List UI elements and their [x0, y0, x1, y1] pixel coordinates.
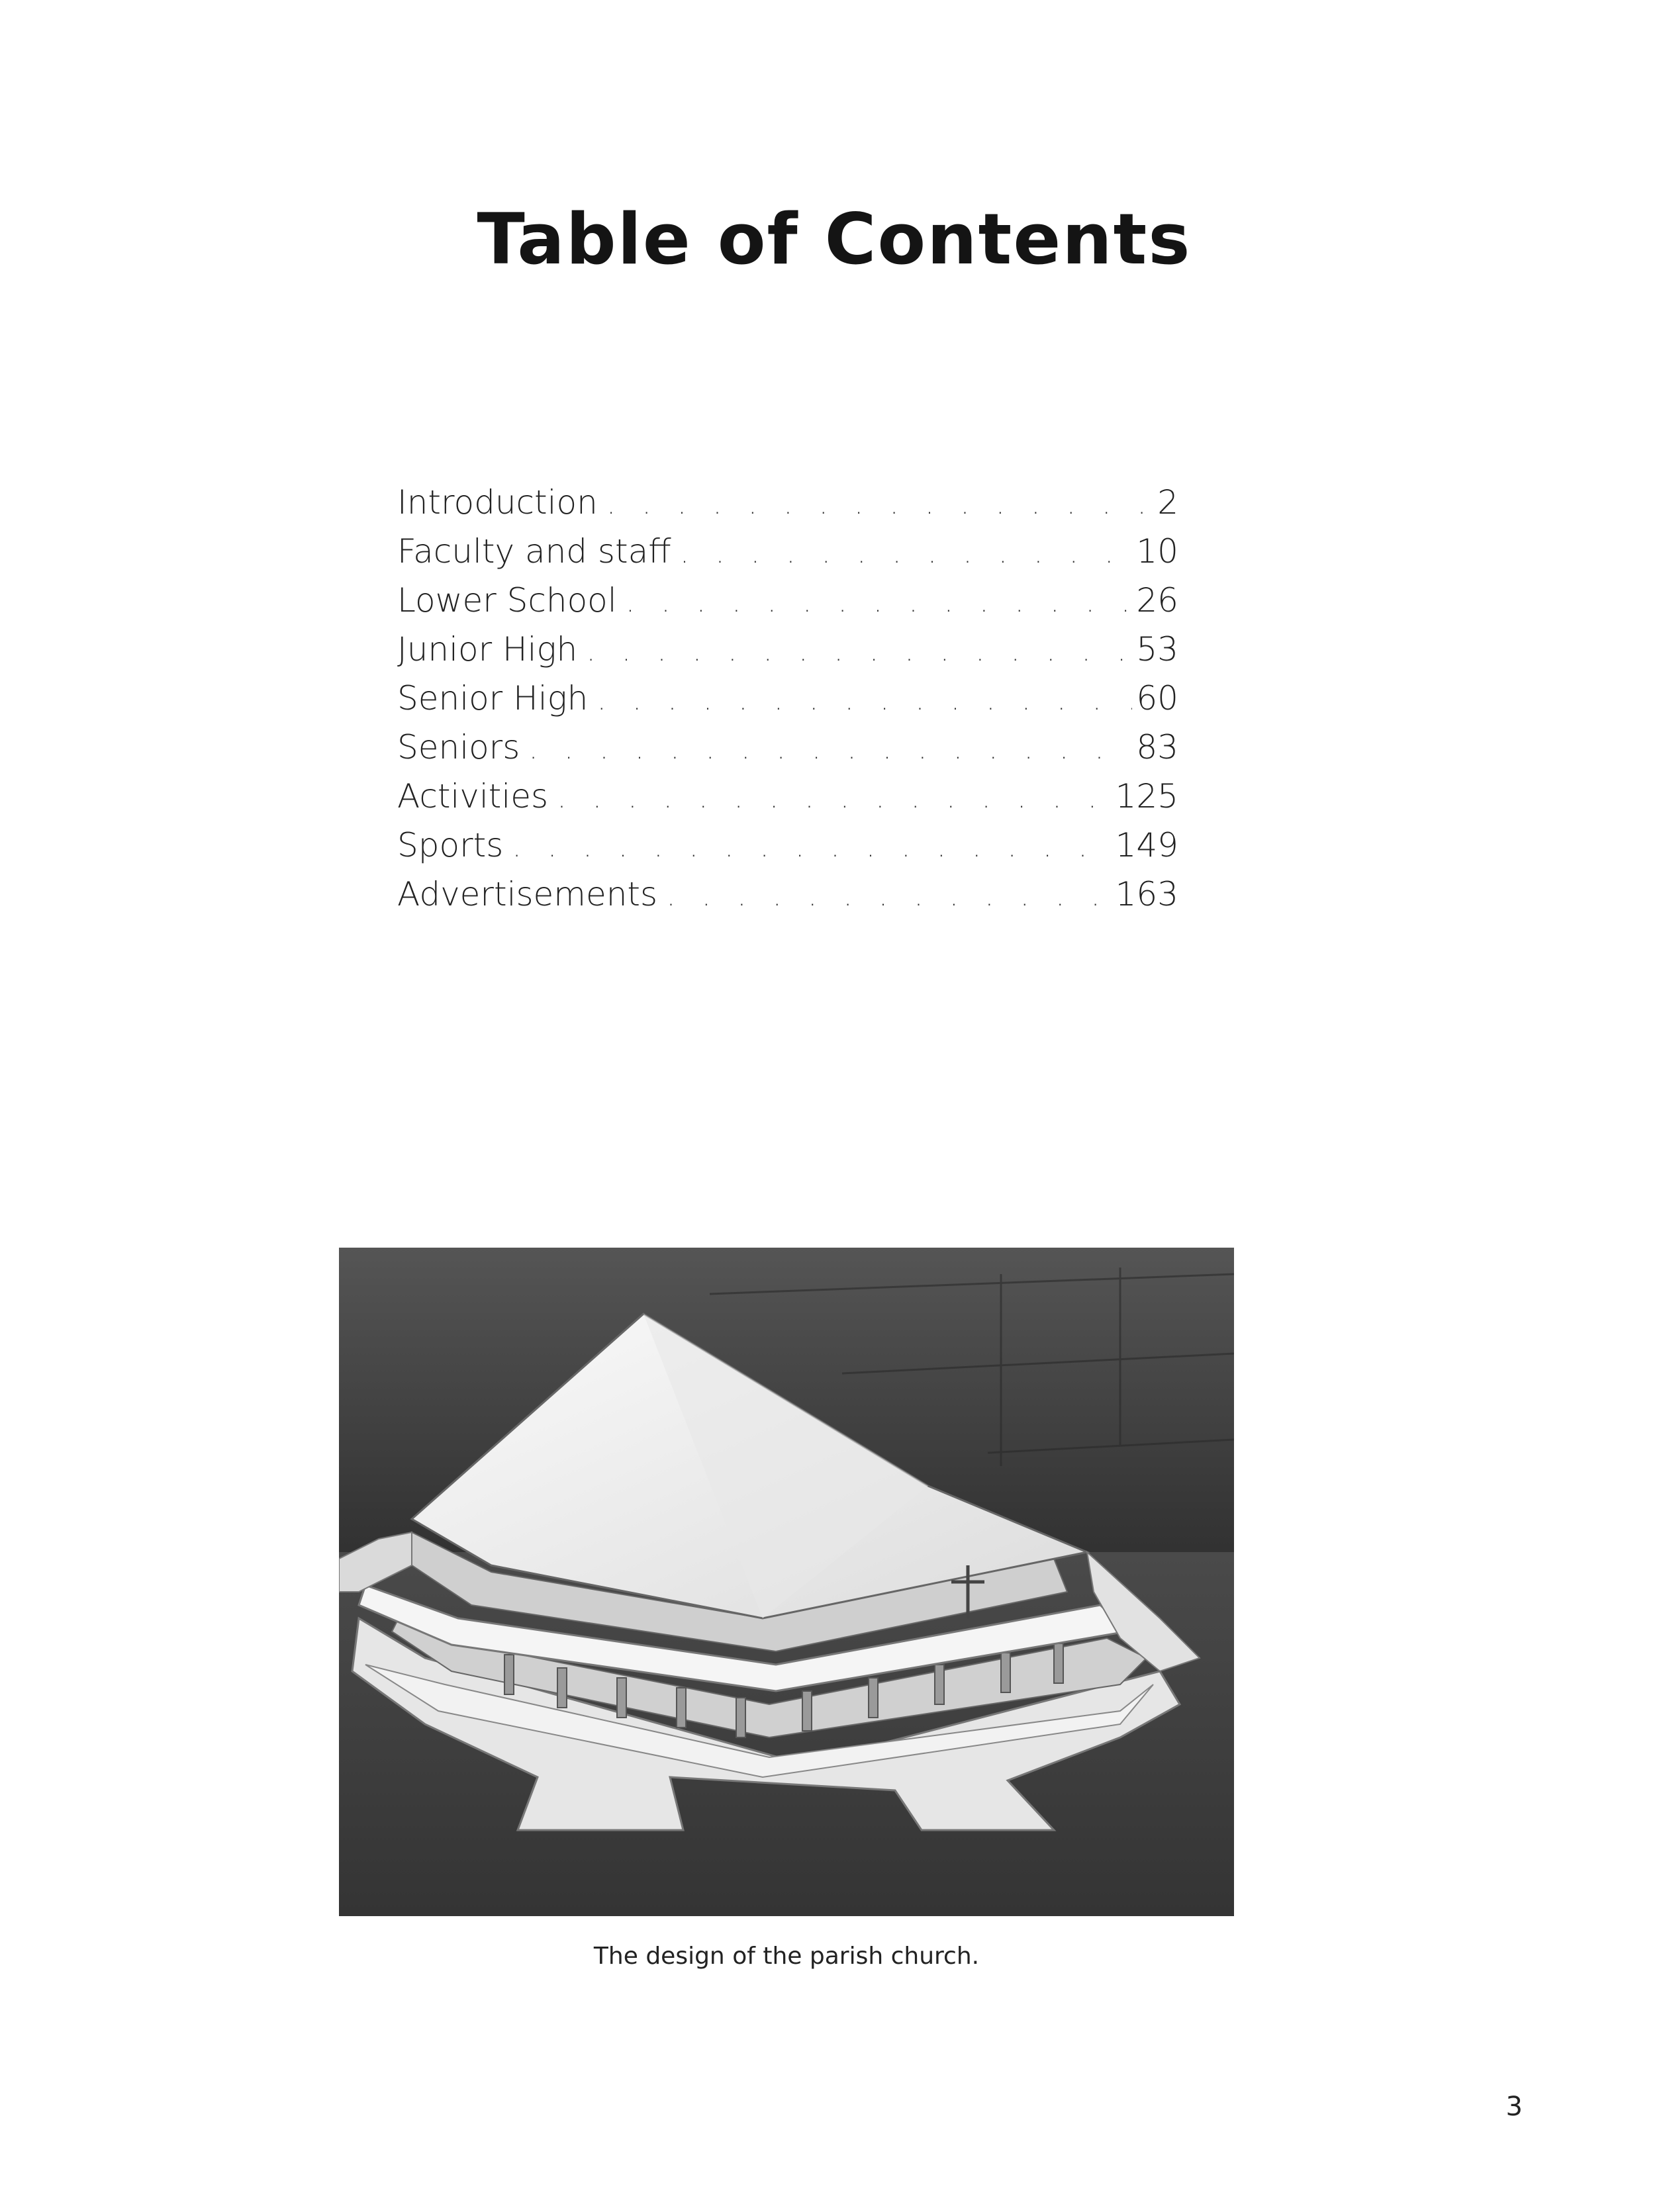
- toc-entry-page: 10: [1136, 532, 1178, 571]
- table-of-contents: [397, 483, 1178, 924]
- toc-entry: [397, 679, 1178, 728]
- church-model-photo: [339, 1248, 1234, 1916]
- toc-entry-label: Faculty and staff: [397, 532, 671, 571]
- toc-entry: [397, 875, 1178, 924]
- toc-dot-leader: [626, 588, 1133, 618]
- toc-entry-page: 53: [1136, 630, 1178, 668]
- toc-entry-page: 60: [1136, 679, 1178, 717]
- toc-dot-leader: [587, 637, 1132, 667]
- photo-caption: The design of the parish church.: [593, 1943, 980, 1970]
- toc-entry-label: Lower School: [397, 581, 617, 620]
- toc-entry-page: 2: [1157, 483, 1178, 522]
- toc-entry: [397, 532, 1178, 581]
- toc-entry-label: Seniors: [397, 728, 520, 766]
- toc-entry: [397, 728, 1178, 777]
- toc-entry: [397, 581, 1178, 630]
- toc-entry-label: Activities: [397, 777, 549, 815]
- toc-dot-leader: [607, 490, 1153, 520]
- toc-entry-page: 125: [1115, 777, 1178, 815]
- toc-entry: [397, 777, 1178, 826]
- toc-dot-leader: [529, 735, 1132, 765]
- toc-entry-label: Advertisements: [397, 875, 658, 913]
- toc-dot-leader: [597, 686, 1132, 716]
- toc-dot-leader: [667, 882, 1111, 912]
- toc-entry-label: Introduction: [397, 483, 598, 522]
- toc-dot-leader: [557, 784, 1111, 814]
- toc-entry-page: 83: [1136, 728, 1178, 766]
- toc-dot-leader: [512, 833, 1111, 863]
- toc-entry-label: Sports: [397, 826, 504, 864]
- page-number: 3: [1505, 2092, 1523, 2122]
- toc-entry-page: 149: [1115, 826, 1178, 864]
- toc-entry-page: 26: [1136, 581, 1178, 620]
- toc-entry-label: Senior High: [397, 679, 589, 717]
- toc-entry: [397, 826, 1178, 875]
- toc-entry: [397, 630, 1178, 679]
- toc-dot-leader: [681, 539, 1133, 569]
- toc-entry: [397, 483, 1178, 532]
- toc-entry-page: 163: [1115, 875, 1178, 913]
- page-title: Table of Contents: [477, 199, 1192, 280]
- toc-entry-label: Junior High: [397, 630, 578, 668]
